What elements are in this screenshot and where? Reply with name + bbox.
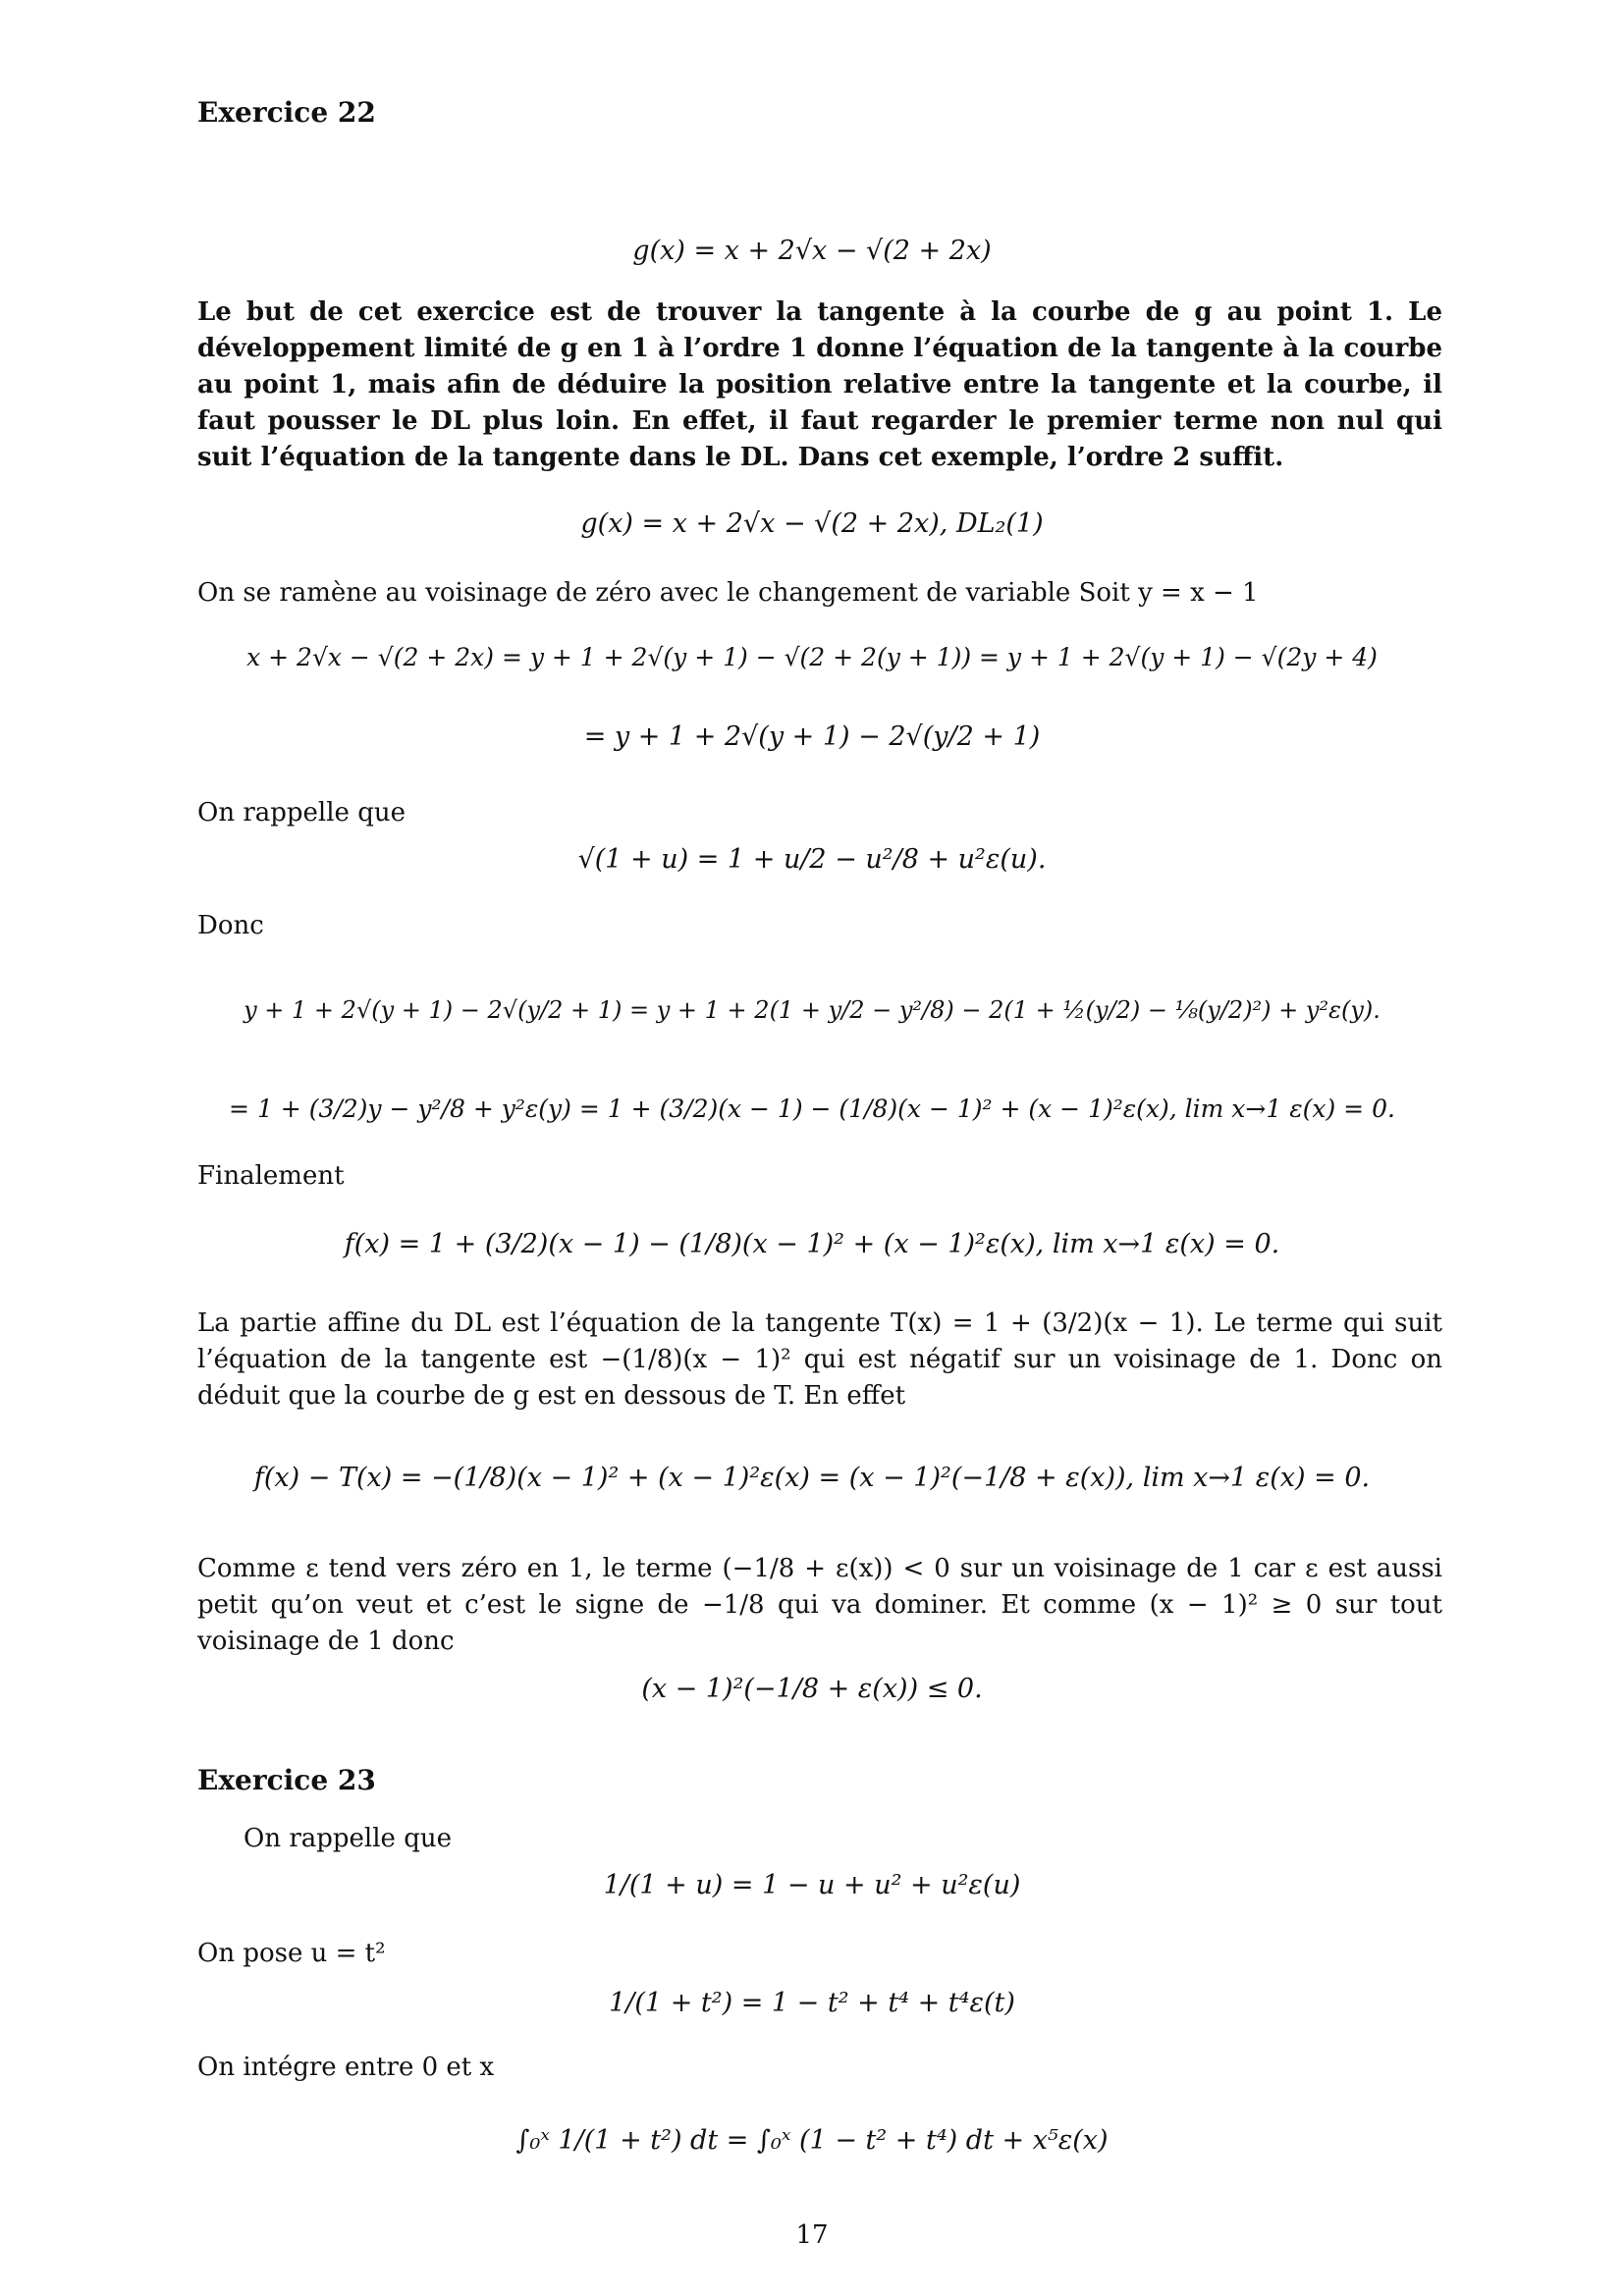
equation-donc-2: = 1 + (3/2)y − y²/8 + y²ε(y) = 1 + (3/2)(x − 1) − (1/8)(x − 1)² + (x − 1)²ε(x), lim x→1 ε(x) = 0. xyxy=(229,1095,1395,1123)
tangent-paragraph: La partie affine du DL est l’équation de la tangente T(x) = 1 + (3/2)(x − 1). Le terme qui suit l’équation de la tangente est −(1/8)(x − 1)² qui est négatif sur un voisinage de 1. Donc on déduit que la courbe de g est en dessous de T. En effet xyxy=(197,1308,1442,1411)
exercise-23-heading: Exercice 23 xyxy=(197,1764,376,1796)
equation-substitution-2: = y + 1 + 2√(y + 1) − 2√(y/2 + 1) xyxy=(583,721,1041,752)
change-of-variable-text: On se ramène au voisinage de zéro avec le changement de variable Soit y = x − 1 xyxy=(197,578,1259,608)
substitution-text: On pose u = t² xyxy=(197,1939,386,1968)
integration-text: On intégre entre 0 et x xyxy=(197,2053,495,2082)
equation-conclusion: (x − 1)²(−1/8 + ε(x)) ≤ 0. xyxy=(641,1674,983,1704)
equation-substitution-1: x + 2√x − √(2 + 2x) = y + 1 + 2√(y + 1) − √(2 + 2(y + 1)) = y + 1 + 2√(y + 1) − √(2y + 4) xyxy=(246,643,1378,671)
equation-final: f(x) = 1 + (3/2)(x − 1) − (1/8)(x − 1)² + (x − 1)²ε(x), lim x→1 ε(x) = 0. xyxy=(344,1229,1280,1259)
equation-dl2: g(x) = x + 2√x − √(2 + 2x), DL₂(1) xyxy=(580,508,1044,539)
recall-text-1: On rappelle que xyxy=(197,798,406,828)
equation-donc-1: y + 1 + 2√(y + 1) − 2√(y/2 + 1) = y + 1 + 2(1 + y/2 − y²/8) − 2(1 + ½(y/2) − ⅛(y/2)²) + y²ε(y). xyxy=(244,996,1380,1024)
donc-text: Donc xyxy=(197,911,264,940)
equation-sqrt-expansion: √(1 + u) = 1 + u/2 − u²/8 + u²ε(u). xyxy=(577,844,1047,875)
recall-text-2: On rappelle que xyxy=(244,1824,452,1853)
equation-integral: ∫₀ˣ 1/(1 + t²) dt = ∫₀ˣ (1 − t² + t⁴) dt + x⁵ε(x) xyxy=(515,2125,1109,2156)
equation-substituted-series: 1/(1 + t²) = 1 − t² + t⁴ + t⁴ε(t) xyxy=(609,1988,1015,2018)
equation-geometric-series: 1/(1 + u) = 1 − u + u² + u²ε(u) xyxy=(603,1870,1021,1900)
exercise-22-intro: Le but de cet exercice est de trouver la tangente à la courbe de g au point 1. Le développement limité de g en 1 à l’ordre 1 donne l’équation de la tangente à la courbe au point 1, mais afin de déduire la position relative entre la tangente et la courbe, il faut pousser le DL plus loin. En effet, il faut regarder le premier terme non nul qui suit l’équation de la tangente dans le DL. Dans cet exemple, l’ordre 2 suffit. xyxy=(197,297,1442,472)
page-number: 17 xyxy=(795,2220,829,2250)
exercise-22-heading: Exercice 22 xyxy=(197,96,376,129)
equation-g-definition: g(x) = x + 2√x − √(2 + 2x) xyxy=(632,236,992,266)
finalement-text: Finalement xyxy=(197,1161,345,1191)
equation-difference: f(x) − T(x) = −(1/8)(x − 1)² + (x − 1)²ε(x) = (x − 1)²(−1/8 + ε(x)), lim x→1 ε(x) = 0. xyxy=(253,1463,1371,1493)
comme-paragraph: Comme ε tend vers zéro en 1, le terme (−1/8 + ε(x)) < 0 sur un voisinage de 1 car ε est aussi petit qu’on veut et c’est le signe de −1/8 qui va dominer. Et comme (x − 1)² ≥ 0 sur tout voisinage de 1 donc xyxy=(197,1554,1442,1656)
